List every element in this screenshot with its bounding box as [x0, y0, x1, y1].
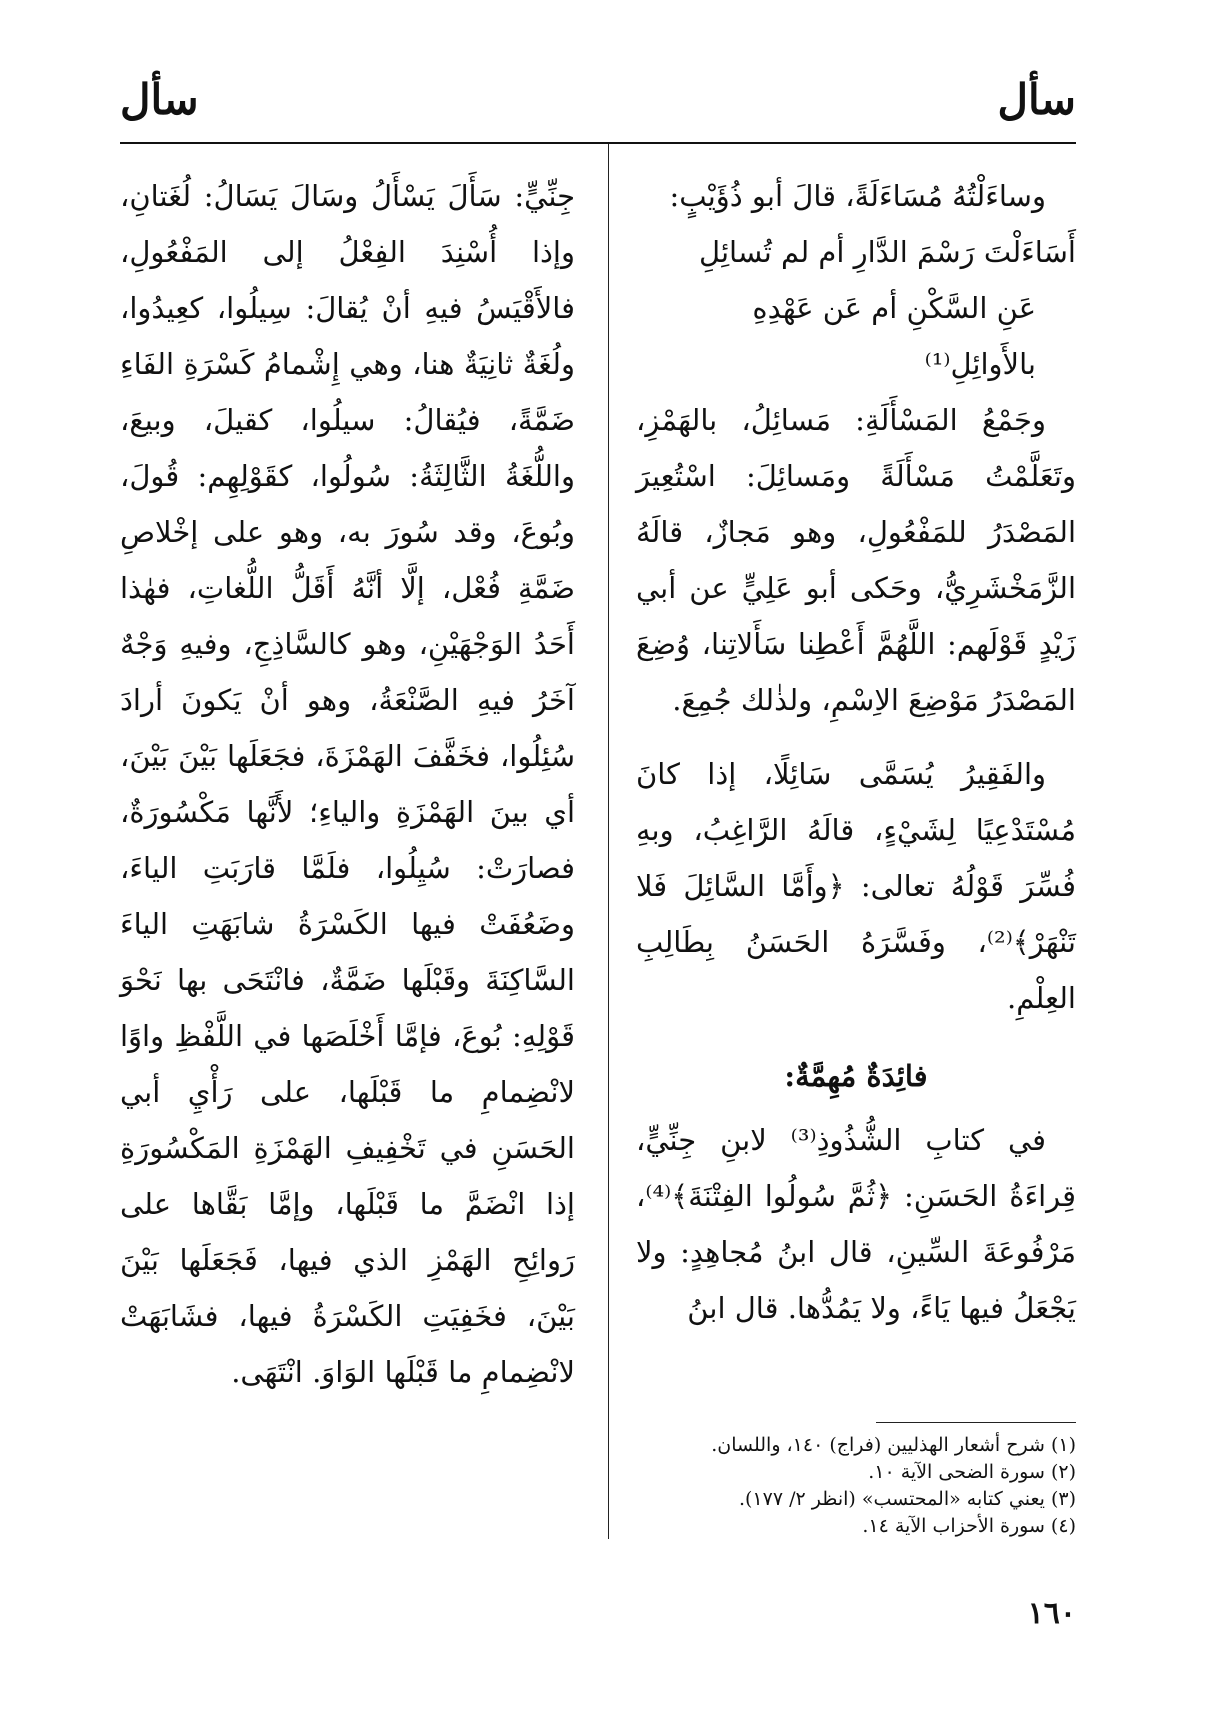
page-header — [120, 70, 1076, 130]
paragraph: والفَقِيرُ يُسَمَّى سَائِلًا، إذا كانَ مُسْتَدْعِيًا لِشَيْءٍ، قالَهُ الرَّاغِبُ، وبهِ فُسِّرَ قَوْلُهُ تعالى: ﴿وأَمَّا السَّائِلَ فَلا تَنْهَرْ﴾⁽²⁾، وفَسَّرَهُ الحَسَنُ بِطَالِبِ العِلْمِ. — [636, 757, 1076, 1015]
footnote: (٢) سورة الضحى الآية ١٠. — [868, 1461, 1076, 1483]
footnotes — [636, 1432, 1076, 1540]
paragraph: وساءَلْتُهُ مُسَاءَلَةً، قالَ أبو ذُؤَيْبٍ: — [669, 179, 1046, 213]
running-head-left: سأل — [120, 75, 199, 124]
paragraph: في كتابِ الشُّذُوذِ⁽³⁾ لابنِ جِنِّيٍّ، قِراءَةُ الحَسَنِ: ﴿ثُمَّ سُولُوا الفِتْنَةَ﴾⁽⁴⁾، مَرْفُوعَةَ السِّينِ، قال ابنُ مُجاهِدٍ: ولا يَجْعَلُ فيها يَاءً، ولا يَمُدُّها. قال ابنُ — [636, 1123, 1076, 1325]
paragraph: جِنِّيٍّ: سَأَلَ يَسْأَلُ وسَالَ يَسَالُ: لُغَتانِ، وإذا أُسْنِدَ الفِعْلُ إلى المَفْعُولِ، فالأَقْيَسُ فيهِ أنْ يُقالَ: سِيلُوا، كعِيدُوا، ولُغَةٌ ثانِيَةٌ هنا، وهي إِشْمامُ كَسْرَةِ الفَاءِ ضَمَّةً، فيُقالُ: سيلُوا، كقيلَ، وبيعَ، واللُّغَةُ الثَّالِثَةُ: سُولُوا، كقَوْلِهِم: قُولَ، وبُوعَ، وقد سُورَ به، وهو على إخْلاصِ ضَمَّةِ فُعْل، إلَّا أنَّهُ أَقَلُّ اللُّغاتِ، فهٰذا أَحَدُ الوَجْهَيْنِ، وهو كالسَّاذِجِ، وفيهِ وَجْهٌ آخَرُ فيهِ الصَّنْعَةُ، وهو أنْ يَكونَ أرادَ سُئِلُوا، فخَفَّفَ الهَمْزَةَ، فجَعَلَها بَيْنَ بَيْنَ، أي بينَ الهَمْزَةِ والياءِ؛ لأَنَّها مَكْسُورَةٌ، فصارَتْ: سُيِلُوا، فلَمَّا قارَبَتِ الياءَ، وضَعُفَتْ فيها الكَسْرَةُ شابَهَتِ الياءَ السَّاكِنَةَ وقَبْلَها ضَمَّةٌ، فانْتَحَى بها نَحْوَ قَوْلِهِ: بُوعَ، فإمَّا أَخْلَصَها في اللَّفْظِ واوًا لانْضِمامِ ما قَبْلَها، على رَأْيِ أبي الحَسَنِ في تَخْفِيفِ الهَمْزَةِ المَكْسُورَةِ إذا انْضَمَّ ما قَبْلَها، وإمَّا بَقَّاها على رَوائِحِ الهَمْزِ الذي فيها، فَجَعَلَها بَيْنَ بَيْنَ، فخَفِيَتِ الكَسْرَةُ فيها، فشَابَهَتْ لانْضِمامِ ما قَبْلَها الوَاوَ. انْتَهَى. — [120, 179, 575, 1389]
footnote: (١) شرح أشعار الهذليين (فراج) ١٤٠، واللسان. — [711, 1434, 1076, 1456]
page-number: ١٦٠ — [1027, 1596, 1076, 1631]
column-divider — [608, 144, 609, 1539]
paragraph: وجَمْعُ المَسْأَلَةِ: مَسائِلُ، بالهَمْزِ، وتَعَلَّمْتُ مَسْأَلَةً ومَسائِلَ: اسْتُعِيرَ المَصْدَرُ للمَفْعُولِ، وهو مَجازٌ، قالَهُ الزَّمَخْشَرِيُّ، وحَكى أبو عَلِيٍّ عن أبي زَيْدٍ قَوْلَهم: اللَّهُمَّ أَعْطِنا سَأَلاتِنا، وُضِعَ المَصْدَرُ مَوْضِعَ الاِسْمِ، ولذٰلك جُمِعَ. — [636, 403, 1076, 717]
verse-line-2: عَنِ السَّكْنِ أم عَن عَهْدِهِ بالأَوائِلِ⁽¹⁾ — [752, 291, 1036, 381]
left-column — [120, 168, 575, 1400]
running-head-right: سأل — [997, 75, 1076, 124]
footnote: (٤) سورة الأحزاب الآية ١٤. — [862, 1515, 1076, 1537]
right-column — [636, 168, 1076, 1336]
section-heading: فائِدَةٌ مُهِمَّةٌ: — [784, 1059, 928, 1093]
header-rule — [120, 142, 1076, 144]
footnote: (٣) يعني كتابه «المحتسب» (انظر ٢/ ١٧٧). — [738, 1488, 1076, 1510]
verse-line-1: أَسَاءَلْتَ رَسْمَ الدَّارِ أم لم تُسائِلِ — [699, 235, 1076, 269]
footnote-rule — [876, 1422, 1076, 1423]
